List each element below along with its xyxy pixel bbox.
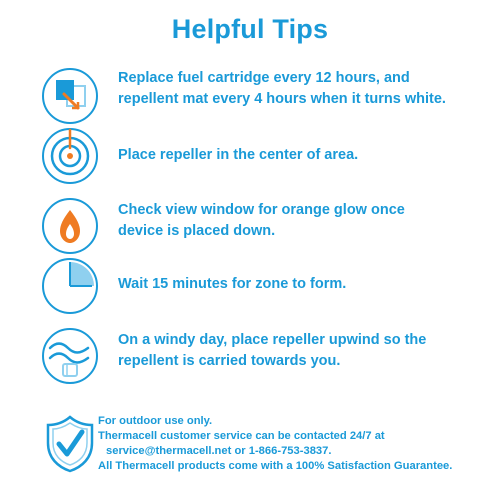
footer-text: For outdoor use only. Thermacell customer service can be contacted 24/7 at service@thermacell.net or 1-866-753-3837. All Thermacell products come with a 100% Satisfaction Guarantee. [98, 415, 453, 472]
shield-check-icon [44, 414, 96, 474]
tip-text-fuel: Replace fuel cartridge every 12 hours, and repellent mat every 4 hours when it turns white. [118, 70, 446, 107]
page-title: Helpful Tips [171, 14, 329, 44]
tip-text-wait: Wait 15 minutes for zone to form. [118, 276, 347, 292]
target-center-icon [40, 126, 100, 186]
fuel-cartridge-mat-icon [40, 66, 100, 126]
wind-repeller-icon [40, 326, 100, 386]
flame-icon [40, 196, 100, 256]
tip-text-glow: Check view window for orange glow once device is placed down. [118, 202, 405, 239]
tip-text-windy: On a windy day, place repeller upwind so the repellent is carried towards you. [118, 332, 427, 369]
clock-quarter-icon [40, 256, 100, 316]
tip-text-center: Place repeller in the center of area. [118, 147, 359, 163]
